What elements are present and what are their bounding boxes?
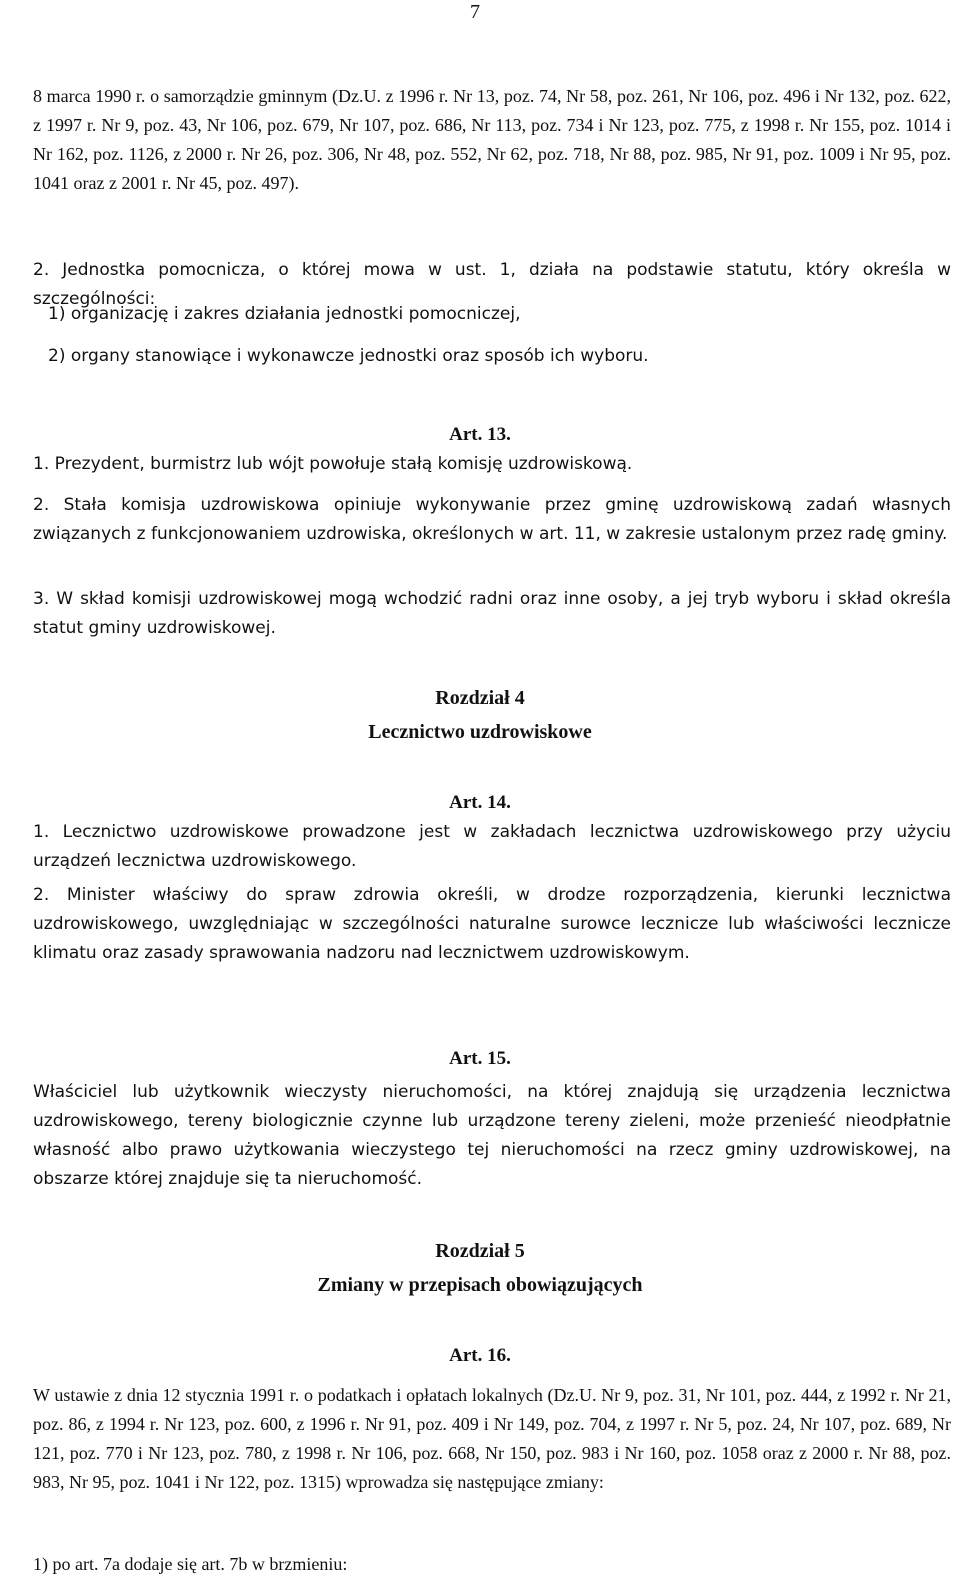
chapter-5-heading: Rozdział 5 [435,1240,525,1262]
article-13-paragraph-1: 1. Prezydent, burmistrz lub wójt powołuje stałą komisję uzdrowiskową. [33,454,633,474]
article-15-text: Właściciel lub użytkownik wieczysty nieruchomości, na której znajdują się urządzenia lecznictwa uzdrowiskowego, tereny biologicznie czynne lub urządzone tereny zieleni, może przenieść nieodpłatnie własność albo prawo użytkowania wieczystego tej nieruchomości na rzecz gminy uzdrowiskowej, na obszarze której znajduje się ta nieruchomość. [33,1082,951,1189]
article-14-heading: Art. 14. [449,792,511,813]
article-14-paragraph-1: 1. Lecznictwo uzdrowiskowe prowadzone jest w zakładach lecznictwa uzdrowiskowego przy użyciu urządzeń lecznictwa uzdrowiskowego. [33,822,951,871]
chapter-4-title: Lecznictwo uzdrowiskowe [368,721,592,743]
article-16-text: W ustawie z dnia 12 stycznia 1991 r. o podatkach i opłatach lokalnych (Dz.U. Nr 9, poz. 31, Nr 101, poz. 444, z 1992 r. Nr 21, poz. 86, z 1994 r. Nr 123, poz. 600, z 1996 r. Nr 91, poz. 409 i Nr 149, poz. 704, z 1997 r. Nr 5, poz. 24, Nr 107, poz. 689, Nr 121, poz. 770 i Nr 123, poz. 780, z 1998 r. Nr 106, poz. 668, Nr 150, poz. 983 i Nr 160, poz. 1058 oraz z 2000 r. Nr 88, poz. 983, Nr 95, poz. 1041 i Nr 122, poz. 1315) wprowadza się następujące zmiany: [33,1385,951,1492]
article-13-paragraph-3: 3. W skład komisji uzdrowiskowej mogą wchodzić radni oraz inne osoby, a jej tryb wyboru i skład określa statut gminy uzdrowiskowej. [33,589,951,638]
paragraph-2: 2. Jednostka pomocnicza, o której mowa w ust. 1, działa na podstawie statutu, który określa w szczególności: [33,260,951,309]
page-number: 7 [470,1,480,23]
list-item-2: 2) organy stanowiące i wykonawcze jednostki oraz sposób ich wyboru. [48,346,649,366]
article-16-heading: Art. 16. [449,1345,511,1366]
intro-paragraph: 8 marca 1990 r. o samorządzie gminnym (Dz.U. z 1996 r. Nr 13, poz. 74, Nr 58, poz. 261, Nr 106, poz. 496 i Nr 132, poz. 622, z 1997 r. Nr 9, poz. 43, Nr 106, poz. 679, Nr 107, poz. 686, Nr 113, poz. 734 i Nr 123, poz. 775, z 1998 r. Nr 155, poz. 1014 i Nr 162, poz. 1126, z 2000 r. Nr 26, poz. 306, Nr 48, poz. 552, Nr 62, poz. 718, Nr 88, poz. 985, Nr 91, poz. 1009 i Nr 95, poz. 1041 oraz z 2001 r. Nr 45, poz. 497). [33,86,951,193]
article-16-item-1: 1) po art. 7a dodaje się art. 7b w brzmieniu: [33,1554,348,1574]
article-13-heading: Art. 13. [449,424,511,445]
list-item-1: 1) organizację i zakres działania jednostki pomocniczej, [48,304,521,324]
chapter-4-heading: Rozdział 4 [435,687,525,709]
article-14-paragraph-2: 2. Minister właściwy do spraw zdrowia określi, w drodze rozporządzenia, kierunki lecznictwa uzdrowiskowego, uwzględniając w szczególności naturalne surowce lecznicze lub właściwości lecznicze klimatu oraz zasady sprawowania nadzoru nad lecznictwem uzdrowiskowym. [33,885,951,963]
chapter-5-title: Zmiany w przepisach obowiązujących [317,1274,643,1296]
article-15-heading: Art. 15. [449,1048,511,1069]
article-13-paragraph-2: 2. Stała komisja uzdrowiskowa opiniuje wykonywanie przez gminę uzdrowiskową zadań własnych związanych z funkcjonowaniem uzdrowiska, określonych w art. 11, w zakresie ustalonym przez radę gminy. [33,495,951,544]
